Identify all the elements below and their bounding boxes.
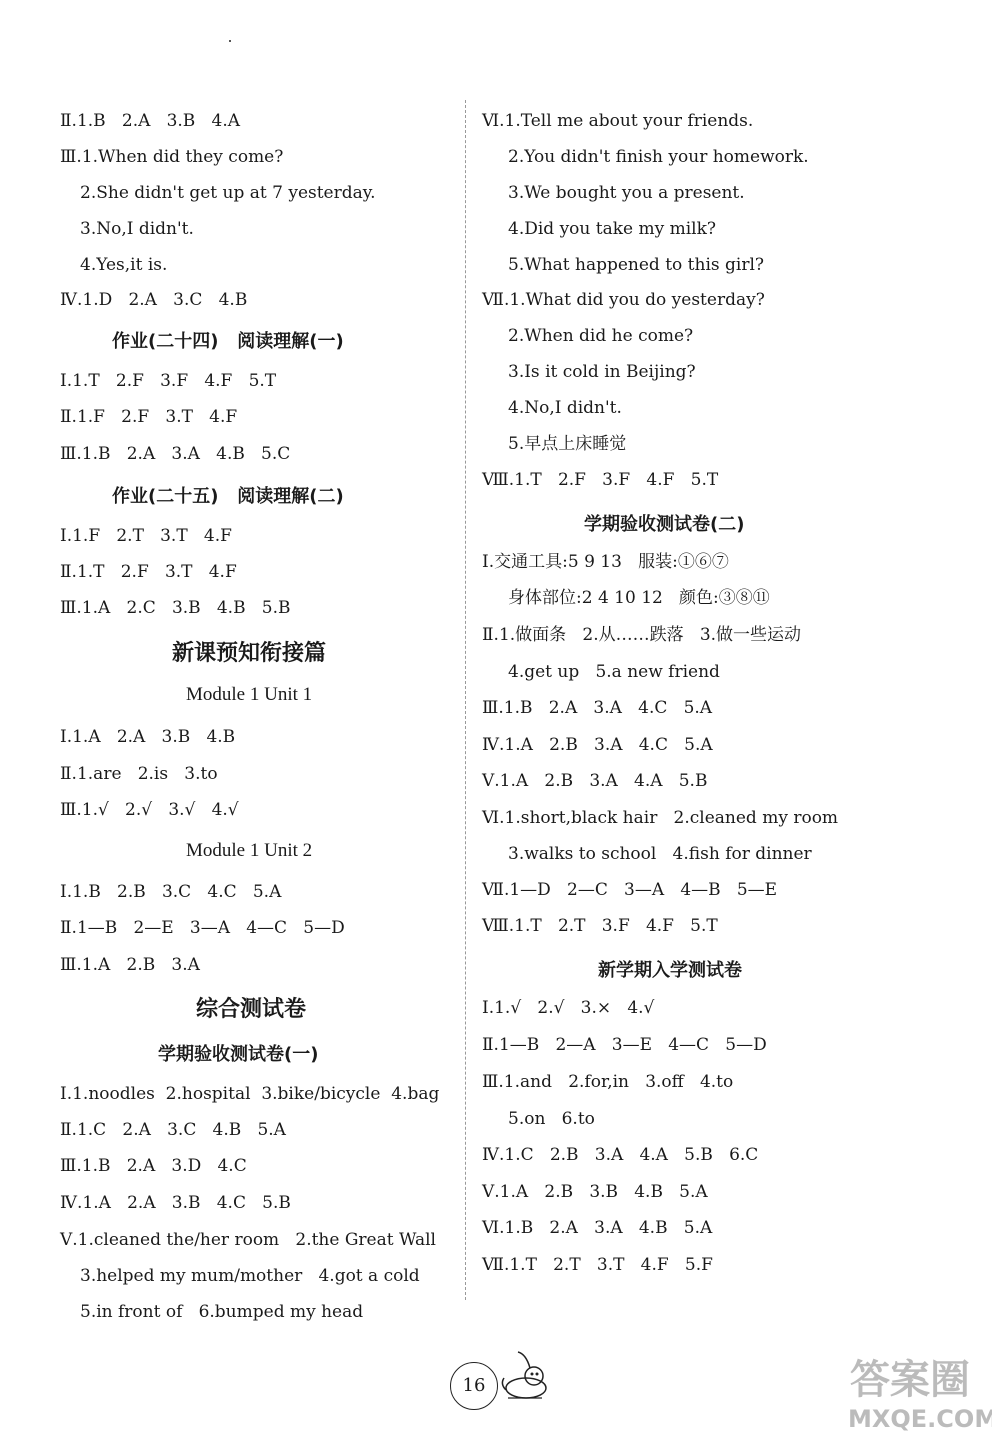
answer-line: Ⅳ.1.A 2.A 3.B 4.C 5.B — [60, 1193, 291, 1213]
answer-line: 2.You didn't finish your homework. — [508, 147, 809, 167]
answer-line: Ⅵ.1.short,black hair 2.cleaned my room — [482, 808, 839, 828]
answer-line: Ⅰ.交通工具:5 9 13 服装:①⑥⑦ — [482, 552, 729, 572]
answer-line: Ⅶ.1—D 2—C 3—A 4—B 5—E — [482, 880, 778, 900]
answer-line: Ⅱ.1.C 2.A 3.C 4.B 5.A — [60, 1120, 286, 1140]
answer-line: 4.Did you take my milk? — [508, 219, 717, 239]
answer-line: 4.No,I didn't. — [508, 398, 622, 418]
answer-line: Ⅵ.1.Tell me about your friends. — [482, 111, 754, 131]
answer-line: Ⅷ.1.T 2.F 3.F 4.F 5.T — [482, 470, 719, 490]
answer-line: 2.She didn't get up at 7 yesterday. — [80, 183, 376, 203]
answer-line: Ⅱ.1.T 2.F 3.T 4.F — [60, 562, 237, 582]
watermark-logo — [842, 1345, 992, 1439]
section-heading-homework-24: 作业(二十四) 阅读理解(一) — [112, 331, 344, 352]
answer-line: 4.get up 5.a new friend — [508, 662, 720, 682]
cartoon-mascot-icon — [496, 1348, 556, 1408]
answer-line: Ⅱ.1.F 2.F 3.T 4.F — [60, 407, 238, 427]
section-title-comprehensive: 综合测试卷 — [196, 997, 307, 1022]
stray-dot — [229, 40, 231, 42]
answer-line: Ⅳ.1.D 2.A 3.C 4.B — [60, 290, 248, 310]
answer-line: Ⅴ.1.cleaned the/her room 2.the Great Wall — [60, 1230, 436, 1250]
section-heading-term-test-1: 学期验收测试卷(一) — [158, 1044, 319, 1065]
answer-line: Ⅲ.1.B 2.A 3.D 4.C — [60, 1156, 247, 1176]
answer-line: Ⅶ.1.What did you do yesterday? — [482, 290, 765, 310]
answer-line: Ⅲ.1.When did they come? — [60, 147, 284, 167]
unit-heading-module1-unit2: Module 1 Unit 2 — [186, 840, 313, 861]
answer-line: 5.早点上床睡觉 — [508, 434, 627, 454]
answer-line: Ⅳ.1.C 2.B 3.A 4.A 5.B 6.C — [482, 1145, 759, 1165]
answer-line: 4.Yes,it is. — [80, 255, 168, 275]
answer-line: Ⅰ.1.B 2.B 3.C 4.C 5.A — [60, 882, 282, 902]
watermark-text-cn: 答案圈 — [850, 1357, 970, 1403]
answer-line: Ⅳ.1.A 2.B 3.A 4.C 5.A — [482, 735, 713, 755]
answer-line: Ⅲ.1.A 2.B 3.A — [60, 955, 200, 975]
answer-line: 3.helped my mum/mother 4.got a cold — [80, 1266, 420, 1286]
section-title-preview: 新课预知衔接篇 — [172, 641, 327, 666]
answer-line: Ⅴ.1.A 2.B 3.A 4.A 5.B — [482, 771, 708, 791]
answer-line: 2.When did he come? — [508, 326, 694, 346]
answer-line: Ⅵ.1.B 2.A 3.A 4.B 5.A — [482, 1218, 713, 1238]
answer-line: Ⅲ.1.and 2.for,in 3.off 4.to — [482, 1072, 734, 1092]
section-heading-entrance-test: 新学期入学测试卷 — [598, 960, 742, 981]
answer-line: Ⅲ.1.A 2.C 3.B 4.B 5.B — [60, 598, 291, 618]
answer-line: 3.We bought you a present. — [508, 183, 745, 203]
section-heading-homework-25: 作业(二十五) 阅读理解(二) — [112, 486, 344, 507]
answer-line: 5.What happened to this girl? — [508, 255, 765, 275]
answer-line: 3.walks to school 4.fish for dinner — [508, 844, 812, 864]
answer-line: 3.Is it cold in Beijing? — [508, 362, 696, 382]
answer-line: Ⅶ.1.T 2.T 3.T 4.F 5.F — [482, 1255, 713, 1275]
answer-line: Ⅱ.1.are 2.is 3.to — [60, 764, 218, 784]
answer-line: Ⅲ.1.B 2.A 3.A 4.B 5.C — [60, 444, 291, 464]
answer-line: Ⅰ.1.noodles 2.hospital 3.bike/bicycle 4.bag — [60, 1084, 440, 1104]
column-divider — [465, 100, 466, 1300]
unit-heading-module1-unit1: Module 1 Unit 1 — [186, 684, 313, 705]
answer-line: Ⅲ.1.B 2.A 3.A 4.C 5.A — [482, 698, 713, 718]
answer-line: 5.on 6.to — [508, 1109, 595, 1129]
answer-line: Ⅰ.1.√ 2.√ 3.× 4.√ — [482, 998, 655, 1018]
answer-line: Ⅱ.1—B 2—E 3—A 4—C 5—D — [60, 918, 345, 938]
answer-line: Ⅷ.1.T 2.T 3.F 4.F 5.T — [482, 916, 718, 936]
answer-line: 5.in front of 6.bumped my head — [80, 1302, 364, 1322]
answer-line: Ⅰ.1.T 2.F 3.F 4.F 5.T — [60, 371, 277, 391]
section-heading-term-test-2: 学期验收测试卷(二) — [584, 514, 745, 535]
answer-line: Ⅱ.1—B 2—A 3—E 4—C 5—D — [482, 1035, 767, 1055]
answer-line: Ⅰ.1.A 2.A 3.B 4.B — [60, 727, 236, 747]
answer-line: Ⅴ.1.A 2.B 3.B 4.B 5.A — [482, 1182, 708, 1202]
answer-line: 身体部位:2 4 10 12 颜色:③⑧⑪ — [508, 588, 770, 608]
answer-line: Ⅱ.1.做面条 2.从……跌落 3.做一些运动 — [482, 625, 802, 645]
answer-line: Ⅲ.1.√ 2.√ 3.√ 4.√ — [60, 800, 239, 820]
answer-line: Ⅱ.1.B 2.A 3.B 4.A — [60, 111, 241, 131]
answer-line: Ⅰ.1.F 2.T 3.T 4.F — [60, 526, 232, 546]
answer-line: 3.No,I didn't. — [80, 219, 194, 239]
page-number: 16 — [450, 1362, 498, 1410]
watermark-text-url: MXQE.COM — [848, 1405, 992, 1433]
